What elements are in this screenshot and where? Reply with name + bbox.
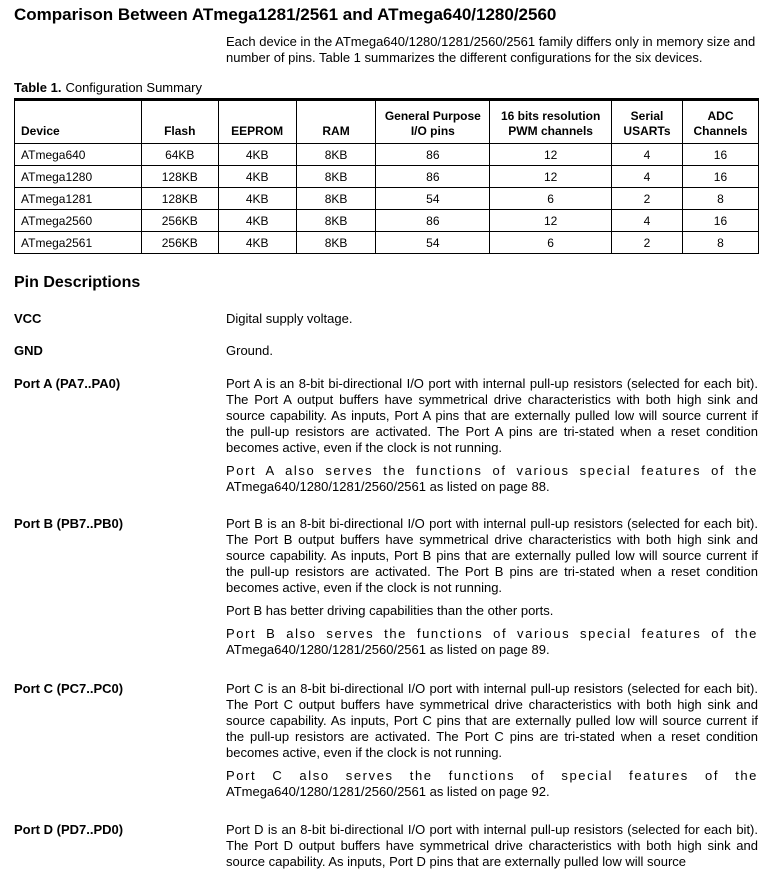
cell-ram: 8KB: [296, 188, 376, 210]
cell-eeprom: 4KB: [218, 232, 296, 254]
pin-desc-paragraph: ATmega640/1280/1281/2560/2561 as listed on page 89.: [226, 642, 550, 657]
pin-desc-port-d: [226, 822, 758, 877]
pin-label-port-b: Port B (PB7..PB0): [14, 516, 124, 531]
cell-device: ATmega1280: [15, 166, 142, 188]
cell-usarts: 4: [612, 166, 683, 188]
pin-desc-paragraph: Port C also serves the functions of special features of the: [226, 768, 758, 783]
header-gpio-pins: General Purpose I/O pins: [376, 100, 490, 144]
pin-desc-paragraph: Port A also serves the functions of various special features of the: [226, 463, 758, 478]
section-title: Comparison Between ATmega1281/2561 and ATmega640/1280/2560: [14, 5, 557, 24]
pin-desc-port-a: [226, 376, 758, 495]
cell-flash: 128KB: [141, 166, 218, 188]
table-caption-text: Configuration Summary: [65, 80, 203, 95]
cell-device: ATmega2561: [15, 232, 142, 254]
pin-label-port-d: Port D (PD7..PD0): [14, 822, 124, 837]
cell-adc: 16: [682, 144, 758, 166]
pin-desc-gnd: [226, 343, 758, 366]
cell-usarts: 4: [612, 144, 683, 166]
cell-flash: 256KB: [141, 210, 218, 232]
cell-adc: 16: [682, 210, 758, 232]
cell-gpio: 86: [376, 166, 490, 188]
pin-label-vcc: VCC: [14, 311, 42, 326]
header-adc-channels: ADC Channels: [682, 100, 758, 144]
cell-adc: 16: [682, 166, 758, 188]
configuration-summary-table: [14, 98, 759, 254]
cell-ram: 8KB: [296, 210, 376, 232]
table-row: [15, 210, 759, 232]
pin-descriptions-heading: Pin Descriptions: [14, 274, 141, 291]
cell-device: ATmega1281: [15, 188, 142, 210]
cell-ram: 8KB: [296, 232, 376, 254]
cell-pwm: 12: [490, 210, 612, 232]
pin-desc-vcc: [226, 311, 758, 334]
cell-adc: 8: [682, 232, 758, 254]
cell-adc: 8: [682, 188, 758, 210]
table-caption: [14, 80, 202, 95]
pin-desc-paragraph: Ground.: [226, 343, 273, 358]
table-row: [15, 166, 759, 188]
cell-device: ATmega640: [15, 144, 142, 166]
table-caption-label: Table 1.: [14, 80, 62, 95]
cell-flash: 64KB: [141, 144, 218, 166]
cell-device: ATmega2560: [15, 210, 142, 232]
header-flash: Flash: [141, 100, 218, 144]
table-header-row: [15, 100, 759, 144]
cell-pwm: 12: [490, 144, 612, 166]
pin-desc-paragraph: ATmega640/1280/1281/2560/2561 as listed on page 92.: [226, 784, 550, 799]
table-row: [15, 232, 759, 254]
pin-desc-paragraph: Port C is an 8-bit bi-directional I/O port with internal pull-up resistors (selected for each bit). The Port C output buffers have symmetrical drive characteristics with both high sink and source capability. As inputs, Port C pins that are externally pulled low will source current if the pull-up resistors are activated. The Port C pins are tri-stated when a reset condition becomes active, even if the clock is not running.: [226, 681, 758, 760]
pin-desc-paragraph: Port B has better driving capabilities than the other ports.: [226, 603, 554, 618]
pin-label-port-a: Port A (PA7..PA0): [14, 376, 121, 391]
cell-usarts: 2: [612, 188, 683, 210]
pin-label-port-c: Port C (PC7..PC0): [14, 681, 124, 696]
pin-desc-port-c: [226, 681, 758, 800]
cell-ram: 8KB: [296, 144, 376, 166]
table-row: [15, 144, 759, 166]
intro-paragraph: Each device in the ATmega640/1280/1281/2560/2561 family differs only in memory size and number of pins. Table 1 summarizes the different configurations for the six devices.: [226, 34, 756, 65]
cell-gpio: 86: [376, 210, 490, 232]
cell-ram: 8KB: [296, 166, 376, 188]
cell-eeprom: 4KB: [218, 188, 296, 210]
pin-desc-paragraph: Port D is an 8-bit bi-directional I/O port with internal pull-up resistors (selected for each bit). The Port D output buffers have symmetrical drive characteristics with both high sink and source capability. As inputs, Port D pins that are externally pulled low will source: [226, 822, 758, 869]
table-row: [15, 188, 759, 210]
pin-desc-paragraph: Port B is an 8-bit bi-directional I/O port with internal pull-up resistors (selected for each bit). The Port B output buffers have symmetrical drive characteristics with both high sink and source capability. As inputs, Port B pins that are externally pulled low will source current if the pull-up resistors are activated. The Port B pins are tri-stated when a reset condition becomes active, even if the clock is not running.: [226, 516, 758, 595]
cell-pwm: 12: [490, 166, 612, 188]
cell-flash: 128KB: [141, 188, 218, 210]
cell-usarts: 4: [612, 210, 683, 232]
cell-gpio: 54: [376, 232, 490, 254]
cell-usarts: 2: [612, 232, 683, 254]
cell-gpio: 86: [376, 144, 490, 166]
header-ram: RAM: [296, 100, 376, 144]
pin-desc-paragraph: ATmega640/1280/1281/2560/2561 as listed on page 88.: [226, 479, 550, 494]
pin-label-gnd: GND: [14, 343, 43, 358]
pin-desc-paragraph: Port B also serves the functions of various special features of the: [226, 626, 758, 641]
cell-pwm: 6: [490, 232, 612, 254]
pin-desc-paragraph: Port A is an 8-bit bi-directional I/O port with internal pull-up resistors (selected for each bit). The Port A output buffers have symmetrical drive characteristics with both high sink and source capability. As inputs, Port A pins that are externally pulled low will source current if the pull-up resistors are activated. The Port A pins are tri-stated when a reset condition becomes active, even if the clock is not running.: [226, 376, 758, 455]
header-serial-usarts: Serial USARTs: [612, 100, 683, 144]
cell-pwm: 6: [490, 188, 612, 210]
cell-eeprom: 4KB: [218, 166, 296, 188]
cell-eeprom: 4KB: [218, 144, 296, 166]
header-pwm-channels: 16 bits resolution PWM channels: [490, 100, 612, 144]
header-eeprom: EEPROM: [218, 100, 296, 144]
cell-flash: 256KB: [141, 232, 218, 254]
pin-desc-port-b: [226, 516, 758, 658]
header-device: Device: [15, 100, 142, 144]
pin-desc-paragraph: Digital supply voltage.: [226, 311, 353, 326]
cell-eeprom: 4KB: [218, 210, 296, 232]
cell-gpio: 54: [376, 188, 490, 210]
